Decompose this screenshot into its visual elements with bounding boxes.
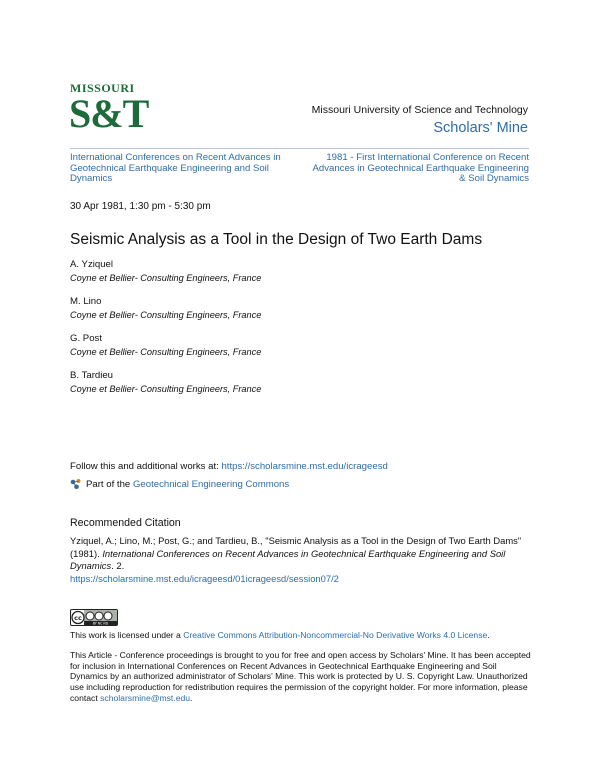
author-name: A. Yziquel xyxy=(70,259,114,270)
license-line xyxy=(70,630,490,640)
notice-suffix: . xyxy=(190,692,193,703)
university-name: Missouri University of Science and Technology xyxy=(311,104,528,116)
notice-text: This Article - Conference proceedings is brought to you for free and open access by Scholars' Mine. It has been accepted for inclusion in International Conferences on Recent Advances in Geotechnical Earthquake Engineering and Soil Dynamics by an authorized administrator of Scholars' Mine. This work is protected by U. S. Copyright Law. Unauthorized use including reproduction for redistribution requires the permission of the copyright holder. For more information, please contact xyxy=(70,650,531,703)
commons-link[interactable]: Geotechnical Engineering Commons xyxy=(132,478,290,490)
follow-url-link[interactable]: https://scholarsmine.mst.edu/icrageesd xyxy=(221,461,388,472)
author-name: M. Lino xyxy=(70,296,102,307)
cc-license-badge[interactable] xyxy=(70,609,118,631)
part-of-prefix: Part of the xyxy=(86,478,131,490)
license-link[interactable]: Creative Commons Attribution-Noncommercial-No Derivative Works 4.0 License xyxy=(183,630,488,640)
author-affiliation: Coyne et Bellier- Consulting Engineers, France xyxy=(70,273,262,283)
nc-icon xyxy=(95,612,103,620)
license-suffix: . xyxy=(487,630,490,640)
by-icon xyxy=(86,612,94,620)
follow-line xyxy=(70,461,388,472)
event-date: 30 Apr 1981, 1:30 pm - 5:30 pm xyxy=(70,201,211,212)
svg-text:cc: cc xyxy=(74,614,82,622)
author-name: B. Tardieu xyxy=(70,370,114,381)
author-affiliation: Coyne et Bellier- Consulting Engineers, France xyxy=(70,310,262,320)
citation-text xyxy=(70,535,532,585)
author-affiliation: Coyne et Bellier- Consulting Engineers, France xyxy=(70,384,262,394)
citation-suffix: . 2. xyxy=(111,560,125,571)
repository-name[interactable]: Scholars' Mine xyxy=(433,120,528,136)
contact-email-link[interactable]: scholarsmine@mst.edu xyxy=(100,692,191,703)
header-divider xyxy=(70,148,529,149)
author-name: G. Post xyxy=(70,333,102,344)
network-commons-icon xyxy=(70,478,82,490)
paper-title: Seismic Analysis as a Tool in the Design of Two Earth Dams xyxy=(70,231,483,248)
citation-heading: Recommended Citation xyxy=(70,517,181,529)
follow-text: Follow this and additional works at: xyxy=(70,461,222,472)
author-affiliation: Coyne et Bellier- Consulting Engineers, France xyxy=(70,347,262,357)
citation-body: Yziquel, A.; Lino, M.; Post, G.; and Tardieu, B., "Seismic Analysis as a Tool in the Design of Two Earth Dams" (1981). xyxy=(70,535,522,559)
license-prefix: This work is licensed under a xyxy=(70,630,184,640)
logo-st-mark: S&T xyxy=(69,91,149,136)
access-notice xyxy=(70,650,532,704)
collection-link-right[interactable]: 1981 - First International Conference on Recent Advances in Geotechnical Earthquake Engineering & Soil Dynamics xyxy=(312,152,529,184)
collection-link-left[interactable]: International Conferences on Recent Advances in Geotechnical Earthquake Engineering and Soil Dynamics xyxy=(70,152,281,184)
part-of-line xyxy=(70,478,289,490)
cc-badge-text: BY NC ND xyxy=(92,621,109,626)
logo-missouri-word: MISSOURI xyxy=(70,81,135,95)
nd-icon xyxy=(104,612,112,620)
citation-journal: International Conferences on Recent Advances in Geotechnical Earthquake Engineering and Soil Dynamics xyxy=(70,547,506,571)
citation-url-link[interactable]: https://scholarsmine.mst.edu/icrageesd/01icrageesd/session07/2 xyxy=(70,572,339,584)
